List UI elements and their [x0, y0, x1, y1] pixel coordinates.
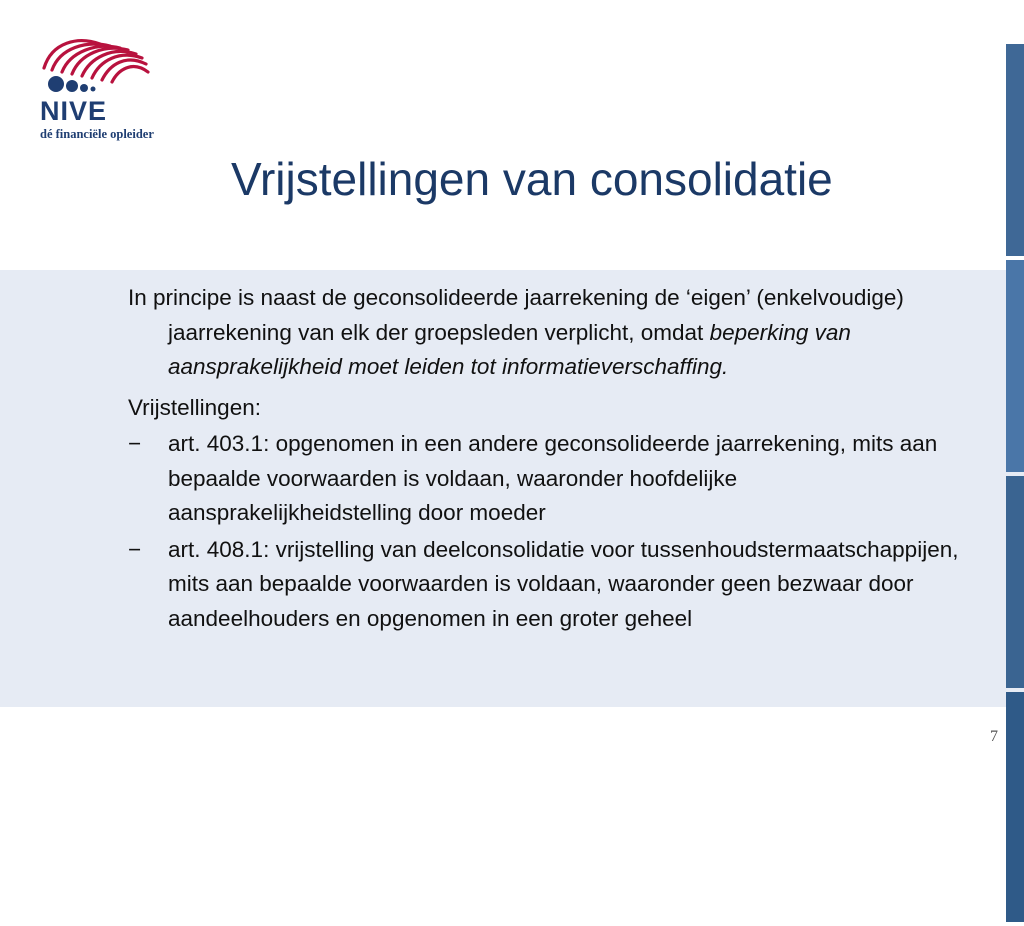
dash-bullet-icon: −	[128, 536, 142, 562]
side-bar	[1006, 44, 1024, 256]
list-item	[128, 533, 968, 637]
side-bar	[1006, 260, 1024, 472]
intro-italic-text: beperking van aansprakelijkheid moet leiden tot informatieverschaffing.	[168, 319, 851, 379]
slide-body	[128, 281, 968, 638]
dash-bullet-icon: −	[128, 431, 142, 456]
side-bar	[1006, 692, 1024, 922]
intro-text: In principe is naast de geconsolideerde jaarrekening de ‘eigen’ (enkelvoudige) jaarrekening van elk der groepsleden verplicht, omdat	[128, 285, 904, 345]
list-item	[128, 427, 968, 531]
list-item-text: art. 403.1: opgenomen in een andere geconsolideerde jaarrekening, mits aan bepaalde voorwaarden is voldaan, waaronder hoofdelijke aansprakelijkheidstelling door moeder	[168, 431, 938, 525]
nive-logo	[38, 30, 168, 145]
slide-title: Vrijstellingen van consolidatie	[231, 153, 833, 205]
list-item-text: art. 408.1: vrijstelling van deelconsolidatie voor tussenhoudstermaatschappijen, mits aan bepaalde voorwaarden is voldaan, waaronder geen bezwaar door aandeelhouders en opgenomen in een groter geheel	[168, 536, 959, 631]
intro-paragraph	[128, 281, 968, 385]
exemptions-heading: Vrijstellingen:	[128, 394, 261, 420]
side-decoration	[1006, 44, 1024, 926]
side-bar	[1006, 476, 1024, 688]
page-number: 7	[990, 728, 998, 745]
logo-tagline: dé financiële opleider	[40, 127, 154, 141]
logo-mark-icon	[38, 30, 168, 100]
logo-name: NIVE	[40, 96, 108, 126]
